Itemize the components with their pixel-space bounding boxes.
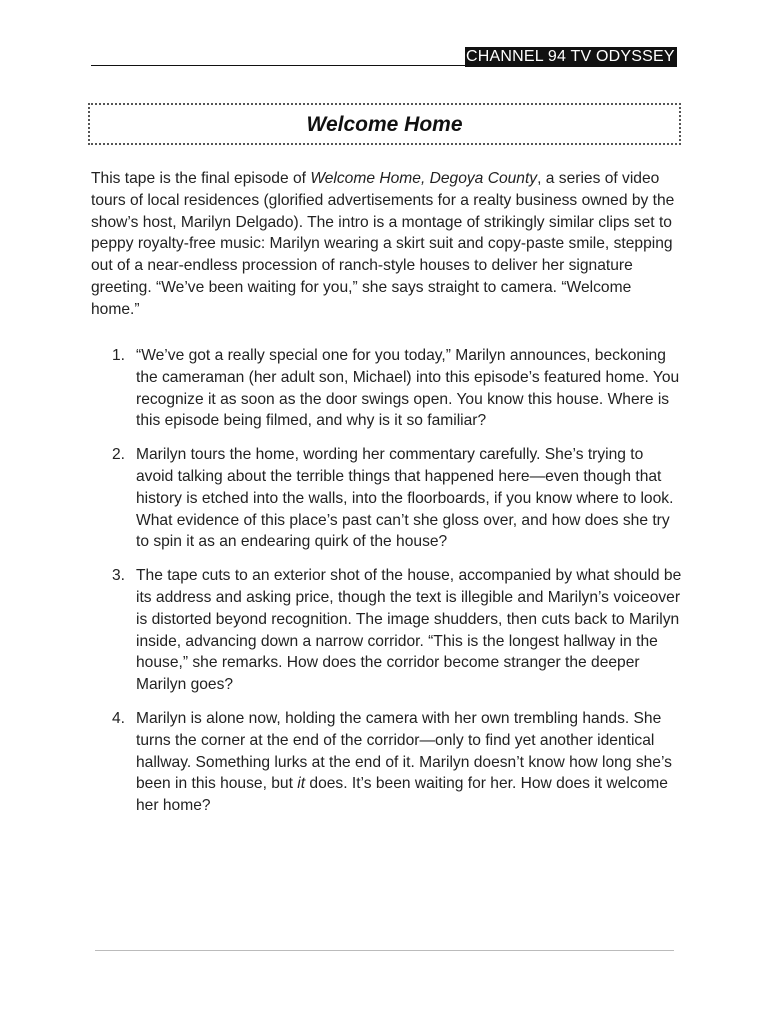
header-tag: CHANNEL 94 TV ODYSSEY xyxy=(466,48,675,65)
prompt-text-after: does. It’s been waiting for her. How does it welcome her home? xyxy=(136,775,668,815)
intro-text-part1: This tape is the final episode of xyxy=(91,170,311,187)
prompt-number: 4. xyxy=(112,709,126,727)
intro-paragraph xyxy=(91,168,683,321)
prompt-number: 3. xyxy=(112,567,126,585)
prompt-item-1 xyxy=(91,345,683,432)
title-box xyxy=(88,103,681,145)
prompt-text: “We’ve got a really special one for you today,” Marilyn announces, beckoning the cameraman (her adult son, Michael) into this episode’s featured home. You recognize it as soon as the door swings open. You know this house. Where is this episode being filmed, and why is it so familiar? xyxy=(136,347,680,430)
prompt-item-2 xyxy=(91,444,683,553)
page-title: Welcome Home xyxy=(306,113,463,136)
prompt-text: The tape cuts to an exterior shot of the house, accompanied by what should be its address and asking price, though the text is illegible and Marilyn’s voiceover is distorted beyond recognition. The image shudders, then cuts back to Marilyn inside, advancing down a narrow corridor. “This is the longest hallway in the house,” she remarks. How does the corridor become stranger the deeper Marilyn goes? xyxy=(136,567,682,694)
intro-show-title: Welcome Home, Degoya County xyxy=(310,170,538,187)
prompt-list xyxy=(91,345,683,829)
intro-text-part2: , a series of video tours of local residences (glorified advertisements for a realty business owned by the show’s host, Marilyn Delgado). The intro is a montage of strikingly similar clips set to peppy royalty-free music: Marilyn wearing a skirt suit and copy-paste smile, stepping out of a near-endless procession of ranch-style houses to deliver her signature greeting. “We’ve been waiting for you,” she says straight to camera. “Welcome home.” xyxy=(91,170,675,318)
prompt-text-before: Marilyn is alone now, holding the camera with her own trembling hands. She turns the corner at the end of the corridor—only to find yet another identical hallway. Something lurks at the end of it. Marilyn doesn’t know how long she’s been in this house, but xyxy=(136,709,672,793)
header-rule xyxy=(91,65,467,66)
prompt-number: 2. xyxy=(112,446,126,464)
prompt-text: Marilyn tours the home, wording her commentary carefully. She’s trying to avoid talking about the terrible things that happened here—even though that history is etched into the walls, into the floorboards, if you know where to look. What evidence of this place’s past can’t she gloss over, and how does she try to spin it as an endearing quirk of the house? xyxy=(136,446,674,551)
prompt-text-emphasis: it xyxy=(297,775,306,793)
prompt-item-3 xyxy=(91,565,683,696)
prompt-number: 1. xyxy=(112,347,126,364)
footer-rule xyxy=(95,950,674,951)
prompt-item-4 xyxy=(91,708,683,817)
prompt-text xyxy=(136,710,672,814)
